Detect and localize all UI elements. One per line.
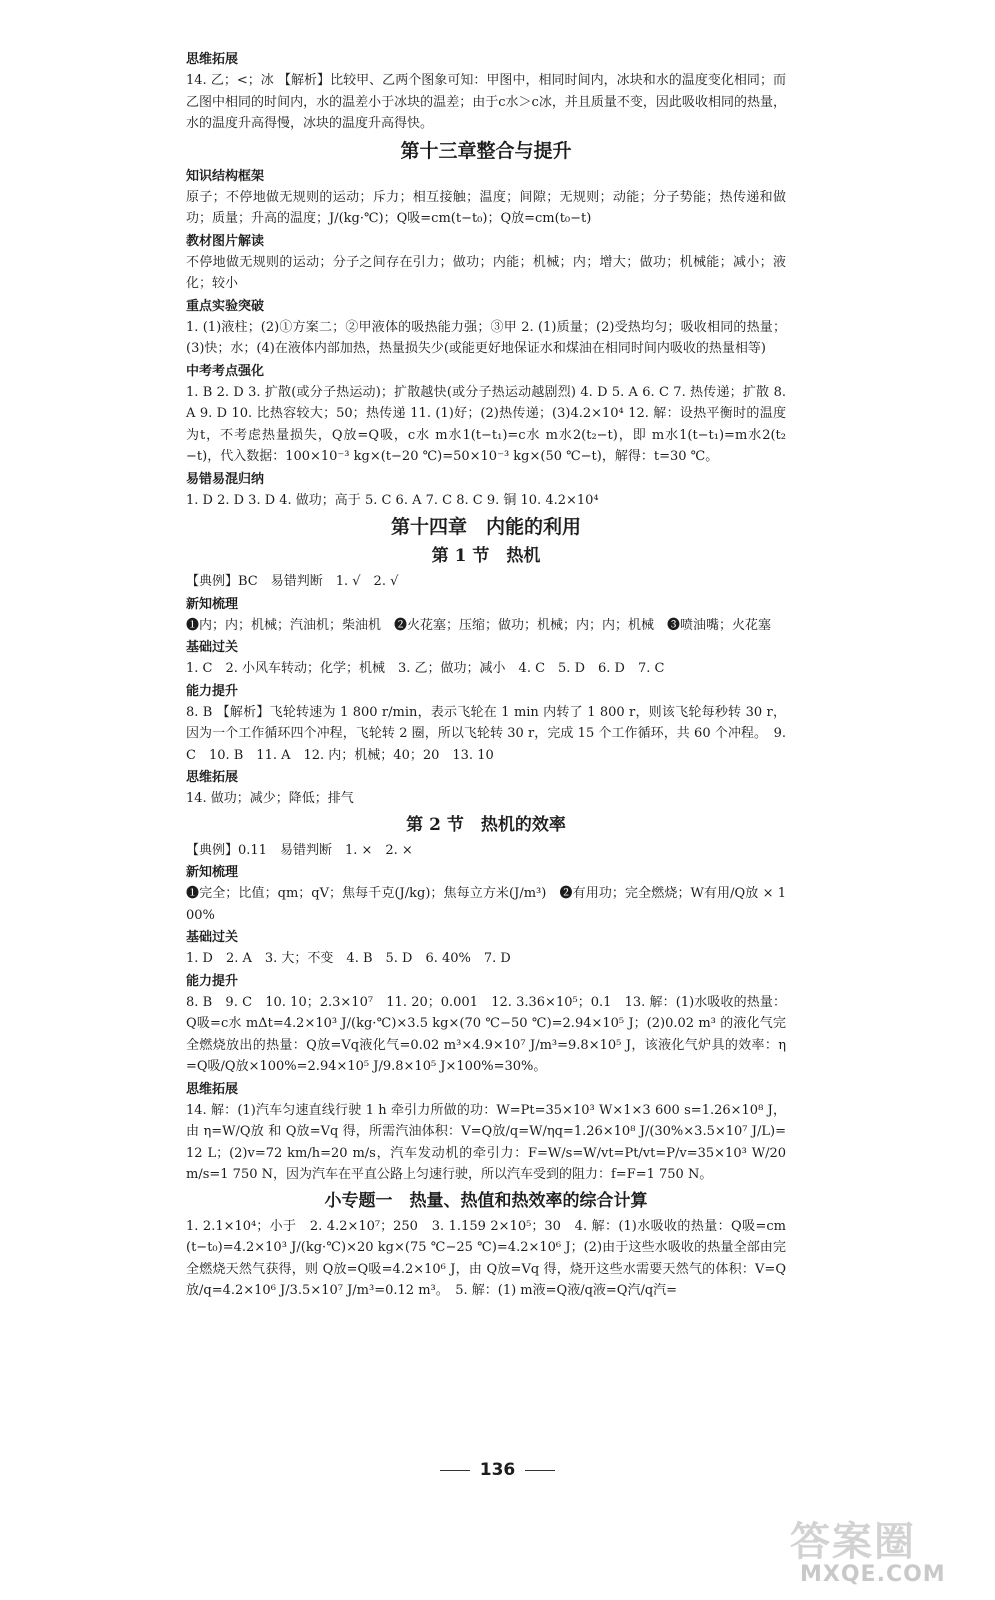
section-heading: 思维拓展 [186, 770, 239, 785]
chapter-13-title: 第十三章整合与提升 [400, 139, 572, 162]
section-heading: 重点实验突破 [186, 298, 265, 314]
answer-paragraph: 1. C 2. 小风车转动；化学；机械 3. 乙；做功；减小 4. C 5. D 6. D 7. C [186, 661, 665, 676]
answer-paragraph: 原子；不停地做无规则的运动；斥力；相互接触；温度；间隙；无规则；动能；分子势能；热传递和做功；质量；升高的温度；J/(kg·℃)；Q吸=cm(t−t₀)；Q放=cm(t₀−t) [186, 189, 786, 226]
answer-paragraph: 1. 2.1×10⁴；小于 2. 4.2×10⁷；250 3. 1.159 2×10⁵；30 4. 解：(1)水吸收的热量：Q吸=cm(t−t₀)=4.2×10³ J/(kg·℃)×20 kg×(75 ℃−25 ℃)=4.2×10⁶ J；(2)由于这些水吸收的热量全部由完全燃烧天然气获得，则 Q放=Q吸=4.2×10⁶ J，由 Q放=Vq 得，烧开这些水需要天然气的体积：V=Q放/q=4.2×10⁶ J/3.5×10⁷ J/m³=0.12 m³。 5. 解：(1) m液=Q液/q液=Q汽/q汽= [186, 1218, 786, 1298]
example-line: 【典例】BC 易错判断 1. √ 2. √ [186, 574, 399, 589]
section-heading: 易错易混归纳 [186, 471, 265, 487]
section-heading: 思维拓展 [186, 52, 239, 67]
answer-paragraph: 8. B 9. C 10. 10；2.3×10⁷ 11. 20；0.001 12. 3.36×10⁵；0.1 13. 解：(1)水吸收的热量：Q吸=c水 mΔt=4.2×10³ J/(kg·℃)×3.5 kg×(70 ℃−50 ℃)=2.94×10⁵ J；(2)0.02 m³ 的液化气完全燃烧放出的热量：Q放=Vq液化气=0.02 m³×4.9×10⁷ J/m³=9.8×10⁵ J，该液化气炉具的效率：η=Q吸/Q放×100%=2.94×10⁵ J/9.8×10⁵ J×100%=30%。 [186, 994, 786, 1074]
example-line: 【典例】0.11 易错判断 1. × 2. × [186, 842, 413, 858]
section-heading: 新知梳理 [186, 596, 239, 612]
answer-paragraph: 1. (1)液柱；(2)①方案二；②甲液体的吸热能力强；③甲 2. (1)质量；(2)受热均匀；吸收相同的热量；(3)快；水；(4)在液体内部加热，热量损失少(或能更好地保证水和煤油在相同时间内吸收的热量相等) [186, 319, 786, 356]
answer-paragraph: 1. D 2. D 3. D 4. 做功；高于 5. C 6. A 7. C 8. C 9. 铜 10. 4.2×10⁴ [186, 492, 599, 508]
section-heading: 能力提升 [186, 683, 239, 699]
section-heading: 教材图片解读 [186, 233, 265, 249]
section-heading: 思维拓展 [186, 1081, 239, 1097]
answer-paragraph: ❶完全；比值；qm；qV；焦每千克(J/kg)；焦每立方米(J/m³) ❷有用功；完全燃烧；W有用/Q放 × 100% [186, 886, 786, 923]
divider [440, 1470, 470, 1471]
section-heading: 能力提升 [186, 973, 239, 989]
divider [525, 1470, 555, 1471]
answer-paragraph: 14. 解：(1)汽车匀速直线行驶 1 h 牵引力所做的功：W=Pt=35×10³ W×1×3 600 s=1.26×10⁸ J，由 η=W/Q放 和 Q放=Vq 得，所需汽油体积：V=Q放/q=W/ηq=1.26×10⁸ J/(30%×3.5×10⁷ J/L)=12 L；(2)v=72 km/h=20 m/s，汽车发动机的牵引力：F=W/s=W/vt=Pt/vt=P/v=35×10³ W/20 m/s=1 750 N，因为汽车在平直公路上匀速行驶，所以汽车受到的阻力：f=F=1 750 N。 [186, 1102, 786, 1182]
watermark-url: MXQE.COM [800, 1562, 946, 1587]
watermark-logo: 答案圈 [790, 1519, 916, 1565]
page-number [0, 1460, 995, 1480]
content-column [186, 48, 786, 1302]
watermark [740, 1510, 965, 1595]
section-heading: 基础过关 [186, 930, 239, 945]
section-heading: 知识结构框架 [186, 168, 265, 184]
topic-1-title: 小专题一 热量、热值和热效率的综合计算 [324, 1190, 648, 1211]
section-2-title: 第 2 节 热机的效率 [406, 814, 566, 835]
section-heading: 基础过关 [186, 640, 239, 655]
section-heading: 新知梳理 [186, 865, 239, 880]
answer-paragraph: 1. D 2. A 3. 大；不变 4. B 5. D 6. 40% 7. D [186, 951, 511, 966]
answer-paragraph: 14. 做功；减少；降低；排气 [186, 791, 354, 806]
page-number-text: 136 [479, 1460, 516, 1480]
chapter-14-title: 第十四章 内能的利用 [390, 516, 581, 538]
answer-paragraph: 1. B 2. D 3. 扩散(或分子热运动)；扩散越快(或分子热运动越剧烈) 4. D 5. A 6. C 7. 热传递；扩散 8. A 9. D 10. 比热容较大；50；热传递 11. (1)好；(2)热传递；(3)4.2×10⁴ 12. 解：设热平衡时的温度为t，不考虑热量损失，Q放=Q吸，c水 m水1(t−t₁)=c水 m水2(t₂−t)，即 m水1(t−t₁)=m水2(t₂−t)，代入数据：100×10⁻³ kg×(t−20 ℃)=50×10⁻³ kg×(50 ℃−t)，解得：t=30 ℃。 [186, 384, 786, 464]
answer-paragraph: 14. 乙；<；冰 【解析】比较甲、乙两个图象可知：甲图中，相同时间内，冰块和水的温度变化相同；而乙图中相同的时间内，水的温差小于冰块的温差；由于c水＞c冰，并且质量不变，因此吸收相同的热量，水的温度升高得慢，冰块的温度升高得快。 [186, 73, 786, 131]
section-heading: 中考考点强化 [186, 363, 265, 379]
answer-paragraph: 8. B 【解析】飞轮转速为 1 800 r/min，表示飞轮在 1 min 内转了 1 800 r，则该飞轮每秒转 30 r，因为一个工作循环四个冲程，飞轮转 2 圈，所以飞轮转 30 r，完成 15 个工作循环，共 60 个冲程。 9. C 10. B 11. A 12. 内；机械；40；20 13. 10 [186, 704, 786, 763]
section-1-title: 第 1 节 热机 [431, 546, 541, 566]
answer-paragraph: 不停地做无规则的运动；分子之间存在引力；做功；内能；机械；内；增大；做功；机械能；减小；液化；较小 [186, 254, 786, 291]
answer-paragraph: ❶内；内；机械；汽油机；柴油机 ❷火花塞；压缩；做功；机械；内；内；机械 ❸喷油嘴；火花塞 [186, 617, 772, 633]
